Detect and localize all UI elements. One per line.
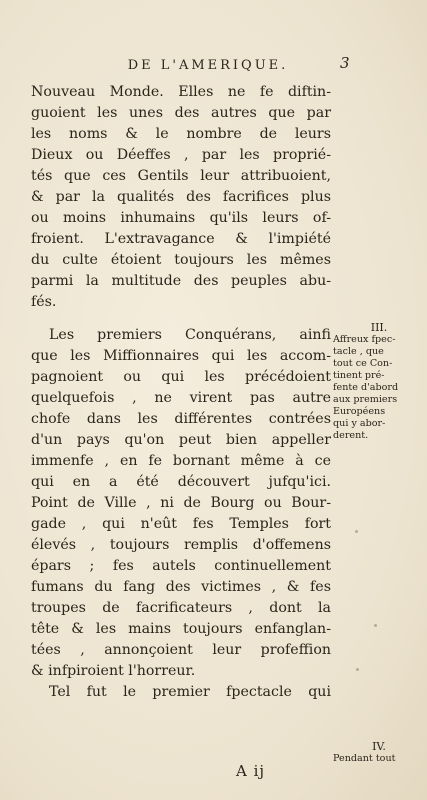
text-line: Les premiers Conquérans, ainfi (49, 327, 331, 343)
margin-note-4 (333, 741, 425, 765)
text-line: les noms & le nombre de leurs (31, 126, 331, 142)
margin-note-line: tinent pré- (333, 370, 385, 381)
text-line: ou moins inhumains qu'ils leurs of- (31, 210, 331, 226)
paper-speck (356, 668, 359, 671)
margin-note-line: Pendant tout (333, 753, 396, 764)
running-title: DE L'AMERIQUE. (127, 58, 289, 73)
text-line: & par la qualités des facrifices plus (31, 189, 331, 205)
text-line: gade , qui n'eût fes Temples fort (31, 516, 331, 532)
text-line: que les Miffionnaires qui les accom- (31, 348, 331, 364)
text-line: Tel fut le premier fpectacle qui (49, 684, 331, 700)
margin-note-line: fente d'abord (333, 382, 399, 393)
signature-mark: A ij (236, 762, 266, 780)
margin-note-3 (333, 322, 425, 442)
text-line: Dieux ou Déeffes , par les proprié- (31, 147, 331, 163)
text-line: épars ; fes autels continuellement (31, 558, 331, 574)
text-line: guoient les unes des autres que par (31, 105, 331, 121)
text-line: Nouveau Monde. Elles ne fe diftin- (31, 84, 331, 100)
text-line: Point de Ville , ni de Bourg ou Bour- (31, 495, 331, 511)
paper-speck (374, 624, 377, 627)
text-line: quelquefois , ne virent pas autre (31, 390, 331, 406)
paper-speck (355, 530, 358, 533)
text-line: pagnoient ou qui les précédoient (31, 369, 331, 385)
text-line: troupes de facrificateurs , dont la (31, 600, 331, 616)
text-line: immenfe , en fe bornant même à ce (31, 453, 331, 469)
text-line: qui en a été découvert jufqu'ici. (31, 474, 331, 490)
main-text (31, 82, 331, 703)
margin-note-line: tacle , que (333, 346, 384, 357)
margin-note-line: qui y abor- (333, 418, 386, 429)
paragraph-1 (31, 82, 331, 313)
margin-note-line: derent. (333, 430, 369, 441)
margin-note-line: tout ce Con- (333, 358, 393, 369)
text-line: & infpiroient l'horreur. (31, 663, 196, 679)
margin-note-number: III. (370, 321, 388, 334)
margin-note-line: Européens (333, 406, 386, 417)
text-line: élevés , toujours remplis d'offemens (31, 537, 331, 553)
text-line: d'un pays qu'on peut bien appeller (31, 432, 331, 448)
text-line: froient. L'extravagance & l'impiété (31, 231, 331, 247)
margin-note-number: IV. (372, 740, 386, 753)
text-line: parmi la multitude des peuples abu- (31, 273, 331, 289)
margin-note-line: aux premiers (333, 394, 398, 405)
text-line: fés. (31, 294, 57, 310)
text-line: du culte étoient toujours les mêmes (31, 252, 331, 268)
paragraph-3 (31, 682, 331, 703)
margin-note-line: Affreux fpec- (333, 334, 396, 345)
text-line: fumans du fang des victimes , & fes (31, 579, 331, 595)
text-line: tête & les mains toujours enfanglan- (31, 621, 331, 637)
paragraph-2 (31, 325, 331, 682)
text-line: tés que ces Gentils leur attribuoient, (31, 168, 331, 184)
text-line: chofe dans les différentes contrées (31, 411, 331, 427)
text-line: tées , annonçoient leur profeffion (31, 642, 331, 658)
page-number: 3 (340, 54, 350, 72)
